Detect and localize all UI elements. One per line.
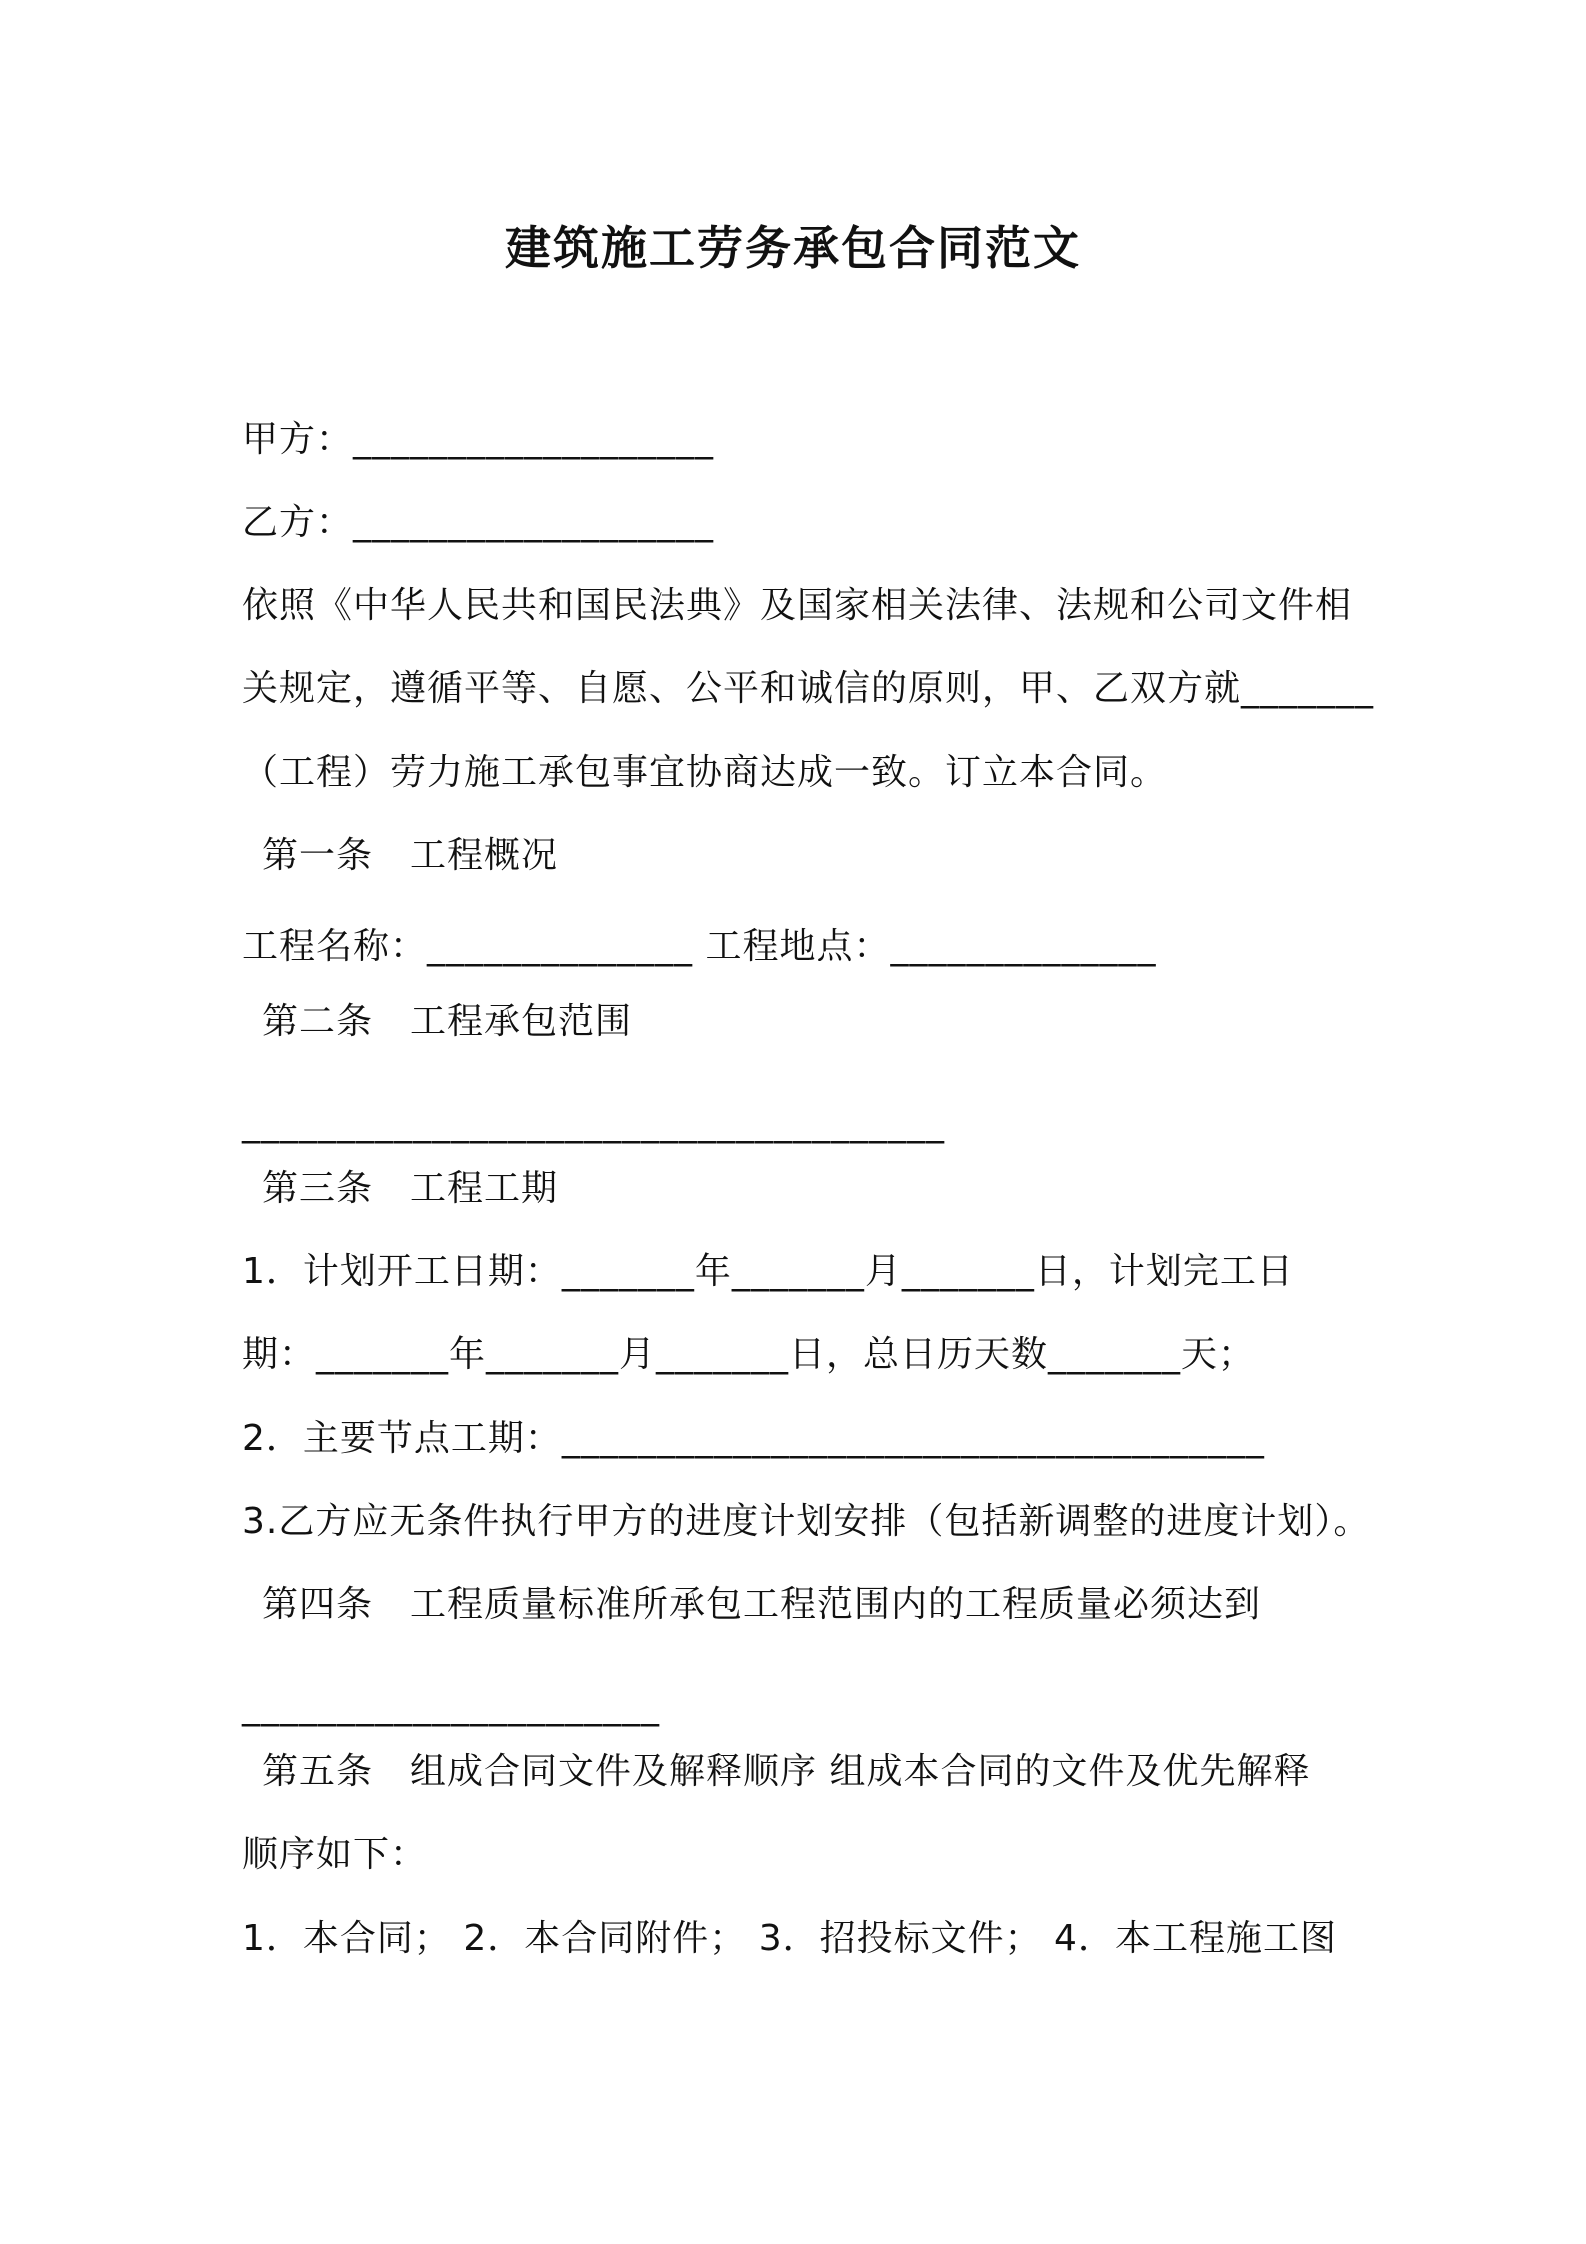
progress-plan-line: 3.乙方应无条件执行甲方的进度计划安排（包括新调整的进度计划）。	[242, 1501, 1371, 1542]
preamble-line-2: 关规定，遵循平等、自愿、公平和诚信的原则，甲、乙双方就_______	[242, 668, 1375, 709]
article-5-heading: 第五条 组成合同文件及解释顺序 组成本合同的文件及优先解释	[262, 1751, 1311, 1792]
project-name-location-line: 工程名称：______________ 工程地点：______________	[242, 926, 1157, 967]
party-b-line: 乙方：___________________	[242, 502, 715, 543]
article-3-heading: 第三条 工程工期	[262, 1168, 559, 1209]
party-a-line: 甲方：___________________	[242, 419, 715, 460]
document-list-line: 1．本合同； 2．本合同附件； 3．招投标文件； 4．本工程施工图	[242, 1918, 1337, 1959]
quality-blank-line: ______________________	[242, 1686, 660, 1727]
schedule-line-2: 期：_______年_______月_______日，总日历天数_______天；	[242, 1334, 1256, 1375]
preamble-line-3: （工程）劳力施工承包事宜协商达成一致。订立本合同。	[242, 752, 1168, 793]
milestone-line: 2．主要节点工期：_____________________________________	[242, 1418, 1265, 1459]
order-intro-line: 顺序如下：	[242, 1834, 428, 1875]
document-title: 建筑施工劳务承包合同范文	[505, 221, 1081, 275]
schedule-line-1: 1．计划开工日期：_______年_______月_______日，计划完工日	[242, 1251, 1294, 1292]
article-2-heading: 第二条 工程承包范围	[262, 1001, 633, 1042]
article-1-heading: 第一条 工程概况	[262, 835, 559, 876]
preamble-line-1: 依照《中华人民共和国民法典》及国家相关法律、法规和公司文件相	[242, 585, 1353, 626]
scope-blank-line: _____________________________________	[242, 1103, 945, 1144]
article-4-heading: 第四条 工程质量标准所承包工程范围内的工程质量必须达到	[262, 1584, 1262, 1625]
